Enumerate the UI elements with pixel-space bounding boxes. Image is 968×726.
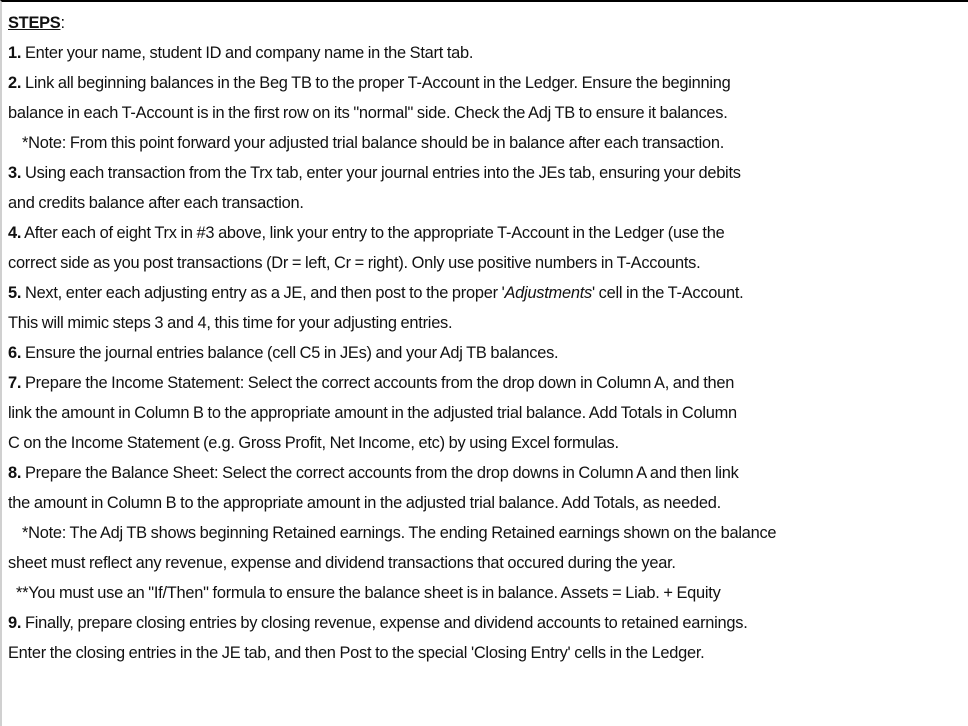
step-9-line-2: Enter the closing entries in the JE tab, and then Post to the special 'Closing Entry' cells in the Ledger. — [8, 644, 705, 662]
step-6-number: 6. — [8, 344, 22, 362]
step-2-line-1 — [8, 68, 968, 98]
step-8-note-2: **You must use an "If/Then" formula to ensure the balance sheet is in balance. Assets = Liab. + Equity — [16, 584, 721, 602]
step-4-text: After each of eight Trx in #3 above, link your entry to the appropriate T-Account in the Ledger (use the — [21, 224, 725, 242]
step-1-number: 1. — [8, 44, 22, 62]
step-7-line-3: C on the Income Statement (e.g. Gross Profit, Net Income, etc) by using Excel formulas. — [8, 434, 619, 452]
step-5-line-2: This will mimic steps 3 and 4, this time for your adjusting entries. — [8, 314, 453, 332]
step-1-text: Enter your name, student ID and company name in the Start tab. — [21, 44, 474, 62]
step-9-text: Finally, prepare closing entries by closing revenue, expense and dividend accounts to retained earnings. — [21, 614, 748, 632]
step-2-line-2: balance in each T-Account is in the first row on its "normal" side. Check the Adj TB to ensure it balances. — [8, 104, 728, 122]
step-3-line-1 — [8, 158, 968, 188]
step-5-line-1 — [8, 278, 968, 308]
step-8-line-2: the amount in Column B to the appropriate amount in the adjusted trial balance. Add Totals, as needed. — [8, 494, 721, 512]
step-9-line-1 — [8, 608, 968, 638]
step-6-text: Ensure the journal entries balance (cell C5 in JEs) and your Adj TB balances. — [21, 344, 559, 362]
step-3-number: 3. — [8, 164, 22, 182]
step-5-text-post: ' cell in the T-Account. — [591, 284, 744, 302]
steps-heading-line: STEPS: — [8, 14, 65, 32]
step-1-line-1 — [8, 38, 968, 68]
step-7-line-2: link the amount in Column B to the appropriate amount in the adjusted trial balance. Add Totals in Column — [8, 404, 737, 422]
step-7-number: 7. — [8, 374, 22, 392]
step-8-note-line-1: *Note: The Adj TB shows beginning Retained earnings. The ending Retained earnings shown on the balance — [22, 524, 777, 542]
step-8-text: Prepare the Balance Sheet: Select the correct accounts from the drop downs in Column A and then link — [21, 464, 739, 482]
step-2-note: *Note: From this point forward your adjusted trial balance should be in balance after each transaction. — [22, 134, 725, 152]
step-7-line-1 — [8, 368, 968, 398]
steps-heading: STEPS — [8, 14, 61, 32]
step-8-note-line-2: sheet must reflect any revenue, expense and dividend transactions that occured during the year. — [8, 554, 676, 572]
step-5-text-pre: Next, enter each adjusting entry as a JE, and then post to the proper ' — [21, 284, 505, 302]
step-4-number: 4. — [8, 224, 22, 242]
step-4-line-2: correct side as you post transactions (Dr = left, Cr = right). Only use positive numbers in T-Accounts. — [8, 254, 701, 272]
step-2-text: Link all beginning balances in the Beg TB to the proper T-Account in the Ledger. Ensure the beginning — [21, 74, 731, 92]
step-3-text: Using each transaction from the Trx tab, enter your journal entries into the JEs tab, ensuring your debits — [21, 164, 741, 182]
step-7-text: Prepare the Income Statement: Select the correct accounts from the drop down in Column A, and then — [21, 374, 735, 392]
steps-text-block — [8, 8, 968, 668]
adjustments-term: Adjustments — [504, 284, 592, 302]
step-8-number: 8. — [8, 464, 22, 482]
step-8-line-1 — [8, 458, 968, 488]
step-2-number: 2. — [8, 74, 22, 92]
step-3-line-2: and credits balance after each transaction. — [8, 194, 304, 212]
step-5-number: 5. — [8, 284, 22, 302]
step-4-line-1 — [8, 218, 968, 248]
step-9-number: 9. — [8, 614, 22, 632]
step-6-line-1 — [8, 338, 968, 368]
